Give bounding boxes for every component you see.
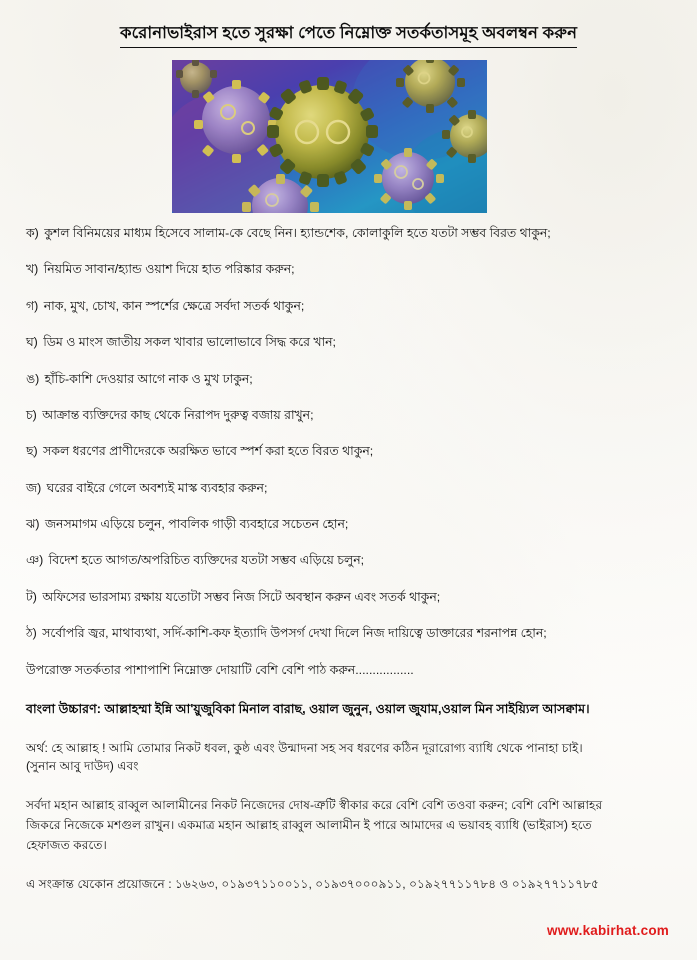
meaning-line-2: (সুনান আবু দাউদ) এবং: [26, 759, 139, 774]
dua-meaning: [26, 739, 671, 777]
advisory-text: নাক, মুখ, চোখ, কান স্পর্শের ক্ষেত্রে সর্বদা সতর্ক থাকুন;: [43, 298, 305, 313]
coronavirus-microscopy-image: [172, 60, 487, 213]
contact-numbers: [26, 876, 671, 896]
dua-label: বাংলা উচ্চারণ:: [26, 701, 101, 716]
advisory-marker: খ): [26, 262, 39, 277]
advisory-text: নিয়মিত সাবান/হ্যান্ড ওয়াশ দিয়ে হাত পরিষ্কার করুন;: [43, 262, 295, 277]
advisory-marker: ঙ): [26, 371, 40, 386]
contact-number-list: ১৬২৬৩, ০১৯৩৭১১০০১১, ০১৯৩৭০০০৯১১, ০১৯২৭৭১১৭৮৪ ও ০১৯২৭৭১১৭৮৫: [175, 876, 599, 891]
advisory-item: [26, 261, 671, 279]
advisory-marker: ট): [26, 589, 37, 604]
contact-label: এ সংক্রান্ত যেকোন প্রয়োজনে :: [26, 876, 172, 891]
advisory-item: [26, 552, 671, 570]
advisory-item: [26, 443, 671, 461]
advisory-text: ঘরের বাইরে গেলে অবশ্যই মাস্ক ব্যবহার করুন;: [46, 480, 268, 495]
advisory-marker: ক): [26, 226, 39, 240]
closing-line-3: হেফাজত করতে।: [26, 837, 107, 852]
advisory-marker: ঠ): [26, 626, 37, 641]
dua-transliteration: [26, 701, 671, 721]
advisory-item: [26, 225, 671, 243]
advisory-item: [26, 589, 671, 607]
advisory-item: [26, 516, 671, 534]
advisory-text: বিদেশ হতে আগত/অপরিচিত ব্যক্তিদের যতটা সম্ভব এড়িয়ে চলুন;: [48, 553, 365, 568]
advisory-content: [26, 225, 671, 896]
advisory-item: [26, 407, 671, 425]
advisory-text: হাঁচি-কাশি দেওয়ার আগে নাক ও মুখ ঢাকুন;: [44, 371, 253, 386]
advisory-item: [26, 480, 671, 498]
advisory-marker: গ): [26, 298, 39, 313]
closing-paragraph: [26, 796, 671, 855]
website-url[interactable]: www.kabirhat.com: [547, 923, 669, 938]
advisory-marker: জ): [26, 480, 42, 495]
closing-line-1: সর্বদা মহান আল্লাহ রাব্বুল আলামীনের নিকট নিজেদের দোষ-ত্রুটি স্বীকার করে বেশি বেশি তওবা করুন; বেশি বেশি আল্লাহর: [26, 798, 603, 813]
advisory-text: ডিম ও মাংস জাতীয় সকল খাবার ভালোভাবে সিদ্ধ করে খান;: [43, 335, 336, 350]
dua-text: আল্লাহম্মা ইন্নি আ'য়ুজুবিকা মিনাল বারাছ, ওয়াল জুনুন, ওয়াল জুযাম,ওয়াল মিন সাইয়্যিল আসক্বাম।: [104, 701, 590, 716]
advisory-item: [26, 298, 671, 316]
advisory-marker: ঘ): [26, 335, 38, 350]
advisory-text: অফিসের ভারসাম্য রক্ষায় যতোটা সম্ভব নিজ সিটে অবস্থান করুন এবং সতর্ক থাকুন;: [42, 589, 441, 604]
advisory-text: আক্রান্ত ব্যক্তিদের কাছ থেকে নিরাপদ দুরুত্ব বজায় রাখুন;: [42, 407, 314, 422]
advisory-item: [26, 334, 671, 352]
virus-illustration: [172, 60, 487, 213]
advisory-marker: চ): [26, 407, 37, 422]
advisory-text: সকল ধরণের প্রাণীদেরকে অরক্ষিত ভাবে স্পর্শ করা হতে বিরত থাকুন;: [43, 444, 374, 459]
advisory-text: সর্বোপরি জ্বর, মাথাব্যথা, সর্দি-কাশি-কফ ইত্যাদি উপসর্গ দেখা দিলে নিজ দায়িত্বে ডাক্তারের শরনাপন্ন হোন;: [42, 626, 547, 641]
advisory-text: জনসমাগম এড়িয়ে চলুন, পাবলিক গাড়ী ব্যবহারে সচেতন হোন;: [44, 517, 349, 531]
closing-line-2: জিকরে নিজেকে মশগুল রাখুন। একমাত্র মহান আল্লাহ রাব্বুল আলামীন ই পারে আমাদের এ ভয়াবহ ব্যাধি (ভাইরাস) হতে: [26, 818, 592, 833]
advisory-marker: ঝ): [26, 517, 40, 531]
page-title: করোনাভাইরাস হতে সুরক্ষা পেতে নিম্নোক্ত সতর্কতাসমূহ অবলম্বন করুন: [120, 22, 577, 48]
advisory-marker: ছ): [26, 444, 38, 459]
advisory-item: [26, 625, 671, 643]
advisory-marker: ঞ): [26, 553, 44, 568]
note-line: উপরোক্ত সতর্কতার পাশাপাশি নিম্নোক্ত দোয়াটি বেশি বেশি পাঠ করুন.................: [26, 662, 414, 677]
advisory-item: [26, 371, 671, 389]
meaning-line-1: অর্থ: হে আল্লাহ ! আমি তোমার নিকট ধবল, কুষ্ঠ এবং উন্মাদনা সহ সব ধরণের কঠিন দূরারোগ্য ব্যাধি থেকে পানাহা চাই।: [26, 740, 583, 755]
advisory-text: কুশল বিনিময়ের মাধ্যম হিসেবে সালাম-কে বেছে নিন। হ্যান্ডশেক, কোলাকুলি হতে যতটা সম্ভব বিরত থাকুন;: [44, 226, 551, 240]
title-container: [0, 0, 697, 48]
